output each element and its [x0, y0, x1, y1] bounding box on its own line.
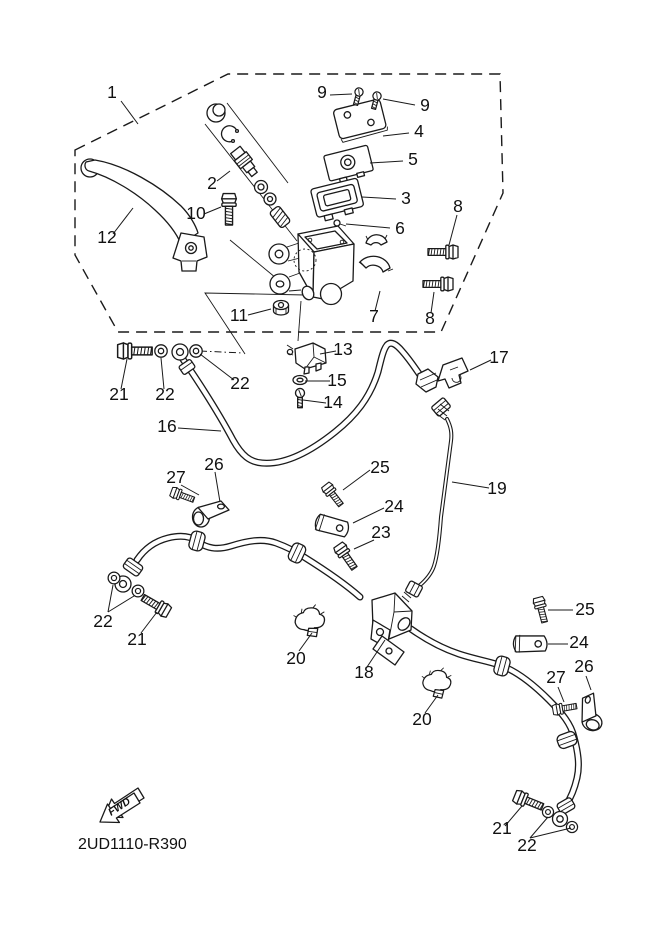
diaphragm — [310, 178, 365, 223]
leader-line-27 — [558, 687, 564, 702]
callout-7: 7 — [369, 306, 379, 326]
leader-line-11 — [248, 309, 271, 315]
callout-25: 25 — [370, 457, 390, 477]
callout-22: 22 — [517, 835, 537, 855]
callout-22: 22 — [155, 384, 175, 404]
hose-washer — [132, 585, 144, 597]
callout-25: 25 — [575, 599, 595, 619]
callout-9: 9 — [420, 95, 430, 115]
assembly-boundary — [75, 74, 503, 332]
callout-13: 13 — [333, 339, 353, 359]
master-cylinder-body — [269, 226, 354, 305]
alignment-lines — [200, 240, 305, 354]
union-mount-bolt — [333, 541, 360, 572]
leader-line-6 — [346, 224, 390, 228]
switch-screw — [295, 388, 304, 407]
diagram-code: 2UD1110-R390 — [78, 836, 187, 853]
callout-22: 22 — [230, 373, 250, 393]
hose-union — [371, 593, 412, 665]
leader-line-10 — [204, 207, 221, 214]
callout-21: 21 — [127, 629, 147, 649]
hose-holder-clamp — [314, 513, 350, 537]
callout-3: 3 — [401, 188, 411, 208]
callout-22: 22 — [93, 611, 113, 631]
callout-20: 20 — [286, 648, 306, 668]
hose-washer — [566, 821, 577, 832]
leader-line-19 — [452, 482, 489, 488]
clamp-bolt-small — [532, 596, 550, 624]
callout-15: 15 — [327, 370, 347, 390]
fwd-label: FWD — [106, 795, 133, 819]
callout-27: 27 — [166, 467, 186, 487]
cap-screw-small — [334, 220, 346, 226]
callout-21: 21 — [109, 384, 129, 404]
hose-p-clamp — [574, 691, 610, 734]
callout-26: 26 — [204, 454, 224, 474]
callout-17: 17 — [489, 347, 509, 367]
diaphragm-plate — [324, 145, 375, 185]
callout-23: 23 — [371, 522, 391, 542]
leader-line-22 — [200, 354, 234, 380]
callout-2: 2 — [207, 173, 217, 193]
brake-switch — [287, 343, 326, 374]
callout-10: 10 — [186, 203, 206, 223]
brake-pipe — [419, 419, 451, 586]
brake-hose-lower-left — [137, 536, 360, 597]
clamp-bolt-small — [321, 481, 346, 508]
callout-8: 8 — [453, 196, 463, 216]
hose-washer — [542, 806, 553, 817]
callout-12: 12 — [97, 227, 117, 247]
leader-line-1 — [121, 101, 138, 124]
hose-washer — [190, 345, 202, 357]
callout-6: 6 — [395, 218, 405, 238]
switch-washer — [293, 376, 307, 385]
leader-line-5 — [370, 161, 403, 163]
hose-clamp-clip — [293, 604, 327, 639]
hose-washer — [155, 345, 167, 357]
callout-9: 9 — [317, 82, 327, 102]
leader-line-2 — [217, 171, 230, 181]
lever-bolt — [222, 194, 237, 226]
brake-hose-lower-right — [411, 629, 578, 805]
leader-line-25 — [343, 470, 370, 490]
piston-kit — [205, 103, 297, 241]
leader-line-9 — [330, 94, 352, 95]
leader-line-26 — [586, 676, 591, 690]
leader-line-22 — [108, 596, 134, 612]
leader-line-9 — [383, 99, 415, 105]
handlebar-clamp — [359, 235, 393, 272]
callout-18: 18 — [354, 662, 374, 682]
flare-nut — [431, 397, 451, 420]
p-clamp-bolt — [169, 486, 195, 505]
leader-line-24 — [353, 508, 384, 523]
callout-4: 4 — [414, 121, 424, 141]
leader-line-4 — [383, 133, 409, 136]
callout-21: 21 — [492, 818, 512, 838]
hose-washer — [108, 572, 120, 584]
leader-line-22 — [108, 585, 113, 612]
callout-27: 27 — [546, 667, 566, 687]
union-bolt-upper — [118, 343, 152, 359]
callout-24: 24 — [384, 496, 404, 516]
hose-holder-clamp — [512, 631, 548, 655]
leader-line-3 — [362, 197, 396, 199]
callout-8: 8 — [425, 308, 435, 328]
callout-26: 26 — [574, 656, 594, 676]
leader-line-26 — [215, 472, 220, 502]
callout-11: 11 — [229, 305, 249, 325]
union-bolt-lower — [139, 591, 172, 618]
fwd-arrow — [100, 788, 144, 823]
callout-5: 5 — [408, 149, 418, 169]
union-bolt-lower — [512, 789, 545, 813]
hose-clip — [438, 358, 468, 388]
leader-line-16 — [178, 428, 221, 431]
callout-24: 24 — [569, 632, 589, 652]
callout-14: 14 — [323, 392, 343, 412]
clamp-bolt — [428, 245, 458, 259]
hose-clamp-clip — [422, 668, 451, 698]
lever-nut — [274, 301, 289, 316]
hose-p-clamp — [193, 501, 230, 527]
clamp-bolt — [423, 277, 453, 291]
callout-20: 20 — [412, 709, 432, 729]
leader-line-17 — [470, 360, 491, 370]
reservoir-cap — [333, 98, 389, 142]
callout-19: 19 — [487, 478, 507, 498]
callout-16: 16 — [157, 416, 177, 436]
callout-1: 1 — [107, 82, 117, 102]
hose-grommet — [493, 655, 511, 677]
leader-line-8 — [449, 215, 457, 245]
